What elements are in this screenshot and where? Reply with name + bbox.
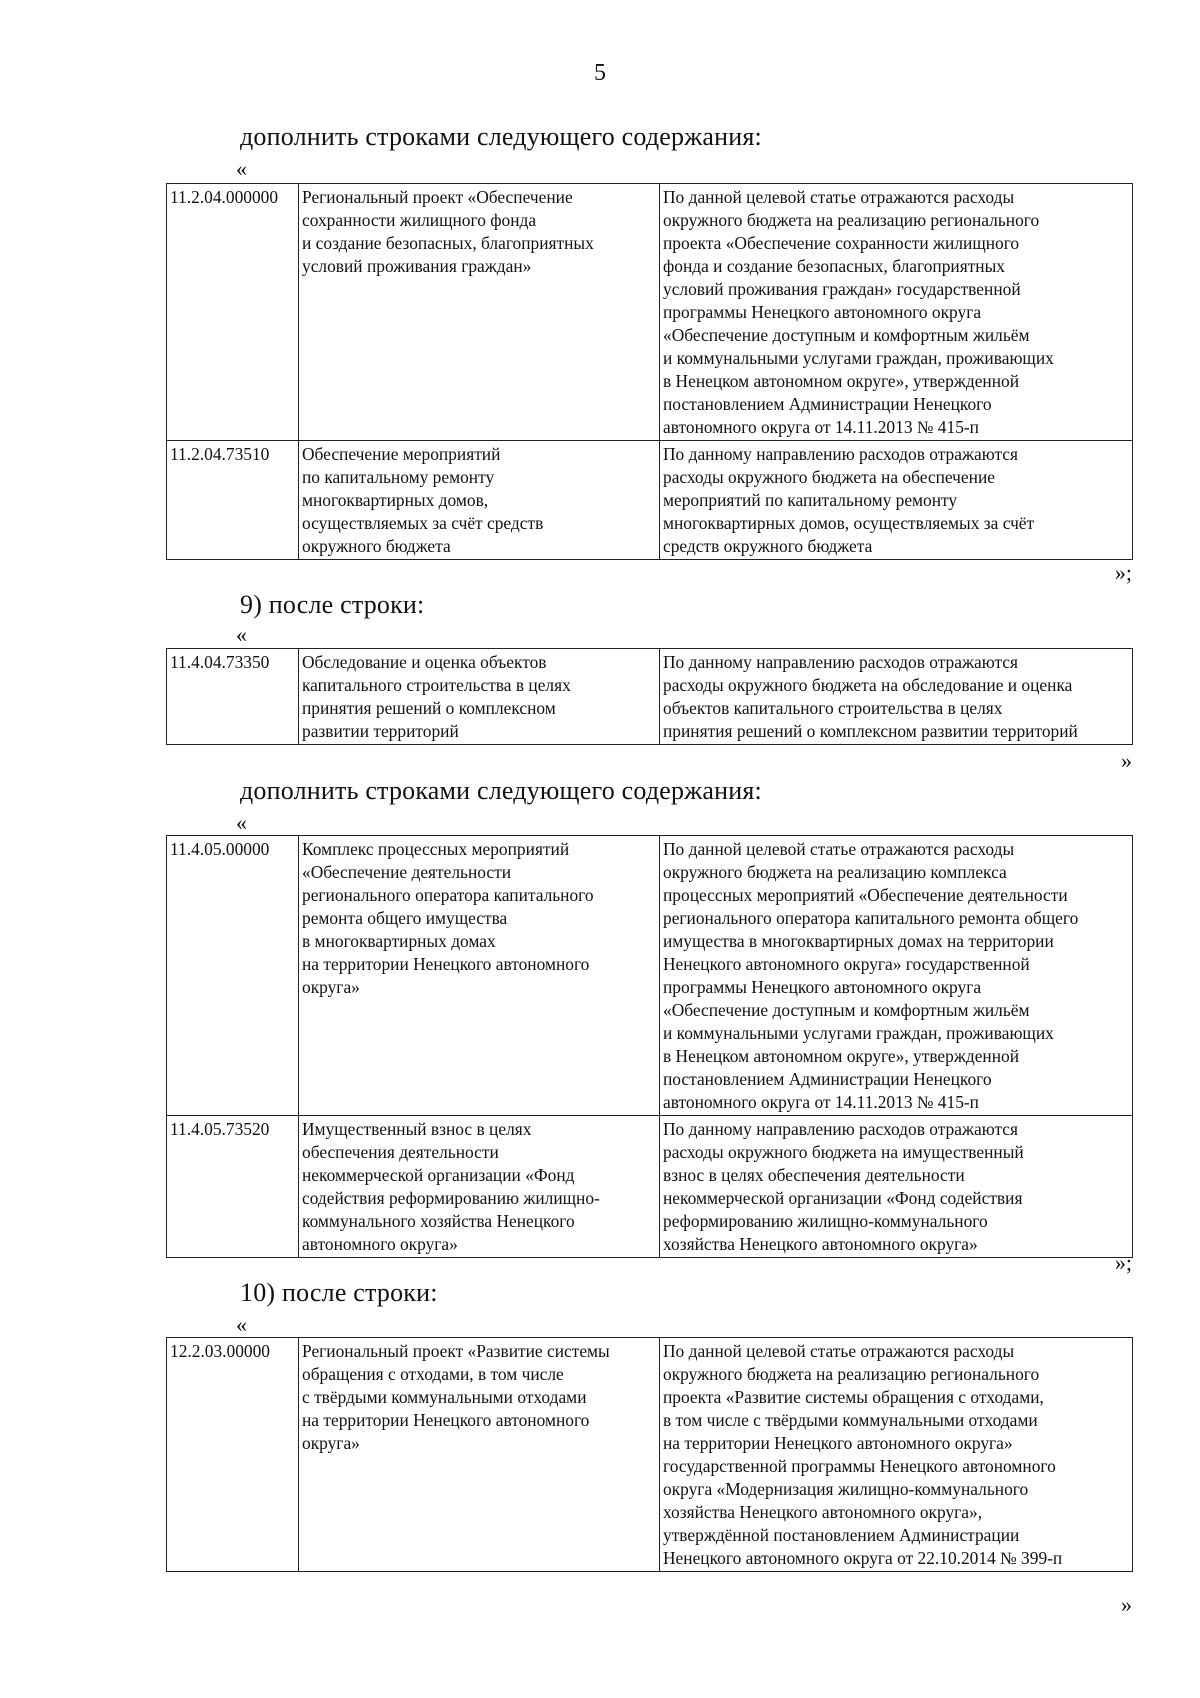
table-row <box>167 184 1133 441</box>
row-code: 11.2.04.000000 <box>167 184 299 441</box>
budget-table <box>166 835 1133 1258</box>
table-row <box>167 836 1133 1116</box>
opening-quote: « <box>236 156 247 181</box>
row-description: По данному направлению расходов отражаются расходы окружного бюджета на обеспечение мероприятий по капитальному ремонту многоквартирных домов, осуществляемых за счёт средств окружного бюджета <box>660 441 1133 560</box>
opening-quote: « <box>236 1312 247 1337</box>
row-code: 12.2.03.00000 <box>167 1338 299 1572</box>
closing-quote: »; <box>1114 1250 1132 1275</box>
opening-quote: « <box>236 622 247 647</box>
section-heading: 10) после строки: <box>240 1278 438 1307</box>
row-code: 11.4.05.73520 <box>167 1116 299 1258</box>
closing-quote: » <box>1121 748 1132 773</box>
row-description: По данной целевой статье отражаются расходы окружного бюджета на реализацию регионального проекта «Развитие системы обращения с отходами, в том числе с твёрдыми коммунальными отходами на территории Ненецкого автономного округа» государственной программы Ненецкого автономного округа «Модернизация жилищно-коммунального хозяйства Ненецкого автономного округа», утверждённой постановлением Администрации Ненецкого автономного округа от 22.10.2014 № 399-п <box>660 1338 1133 1572</box>
section-heading: 9) после строки: <box>240 590 425 619</box>
row-name: Региональный проект «Обеспечение сохранности жилищного фонда и создание безопасных, благоприятных условий проживания граждан» <box>299 184 660 441</box>
row-description: По данному направлению расходов отражаются расходы окружного бюджета на имущественный взнос в целях обеспечения деятельности некоммерческой организации «Фонд содействия реформированию жилищно-коммунального хозяйства Ненецкого автономного округа» <box>660 1116 1133 1258</box>
row-code: 11.4.05.00000 <box>167 836 299 1116</box>
row-name: Имущественный взнос в целях обеспечения деятельности некоммерческой организации «Фонд содействия реформированию жилищно- коммунального хозяйства Ненецкого автономного округа» <box>299 1116 660 1258</box>
table-row <box>167 441 1133 560</box>
row-description: По данному направлению расходов отражаются расходы окружного бюджета на обследование и оценка объектов капитального строительства в целях принятия решений о комплексном развитии территорий <box>660 649 1133 745</box>
table-row <box>167 1338 1133 1572</box>
row-description: По данной целевой статье отражаются расходы окружного бюджета на реализацию комплекса процессных мероприятий «Обеспечение деятельности регионального оператора капитального ремонта общего имущества в многоквартирных домах на территории Ненецкого автономного округа» государственной программы Ненецкого автономного округа «Обеспечение доступным и комфортным жильём и коммунальными услугами граждан, проживающих в Ненецком автономном округе», утвержденной постановлением Администрации Ненецкого автономного округа от 14.11.2013 № 415-п <box>660 836 1133 1116</box>
row-code: 11.2.04.73510 <box>167 441 299 560</box>
row-name: Региональный проект «Развитие системы обращения с отходами, в том числе с твёрдыми коммунальными отходами на территории Ненецкого автономного округа» <box>299 1338 660 1572</box>
closing-quote: »; <box>1114 560 1132 585</box>
budget-table <box>166 648 1133 745</box>
row-name: Обеспечение мероприятий по капитальному ремонту многоквартирных домов, осуществляемых за счёт средств окружного бюджета <box>299 441 660 560</box>
opening-quote: « <box>236 810 247 835</box>
closing-quote: » <box>1121 1592 1132 1617</box>
row-description: По данной целевой статье отражаются расходы окружного бюджета на реализацию регионального проекта «Обеспечение сохранности жилищного фонда и создание безопасных, благоприятных условий проживания граждан» государственной программы Ненецкого автономного округа «Обеспечение доступным и комфортным жильём и коммунальными услугами граждан, проживающих в Ненецком автономном округе», утвержденной постановлением Администрации Ненецкого автономного округа от 14.11.2013 № 415-п <box>660 184 1133 441</box>
table-row <box>167 1116 1133 1258</box>
row-name: Комплекс процессных мероприятий «Обеспечение деятельности регионального оператора капитального ремонта общего имущества в многоквартирных домах на территории Ненецкого автономного округа» <box>299 836 660 1116</box>
table-row <box>167 649 1133 745</box>
budget-table <box>166 183 1133 560</box>
section-heading: дополнить строками следующего содержания: <box>240 776 762 805</box>
row-code: 11.4.04.73350 <box>167 649 299 745</box>
section-heading: дополнить строками следующего содержания: <box>240 122 762 151</box>
page-number: 5 <box>594 60 606 86</box>
row-name: Обследование и оценка объектов капитального строительства в целях принятия решений о комплексном развитии территорий <box>299 649 660 745</box>
budget-table <box>166 1337 1133 1572</box>
